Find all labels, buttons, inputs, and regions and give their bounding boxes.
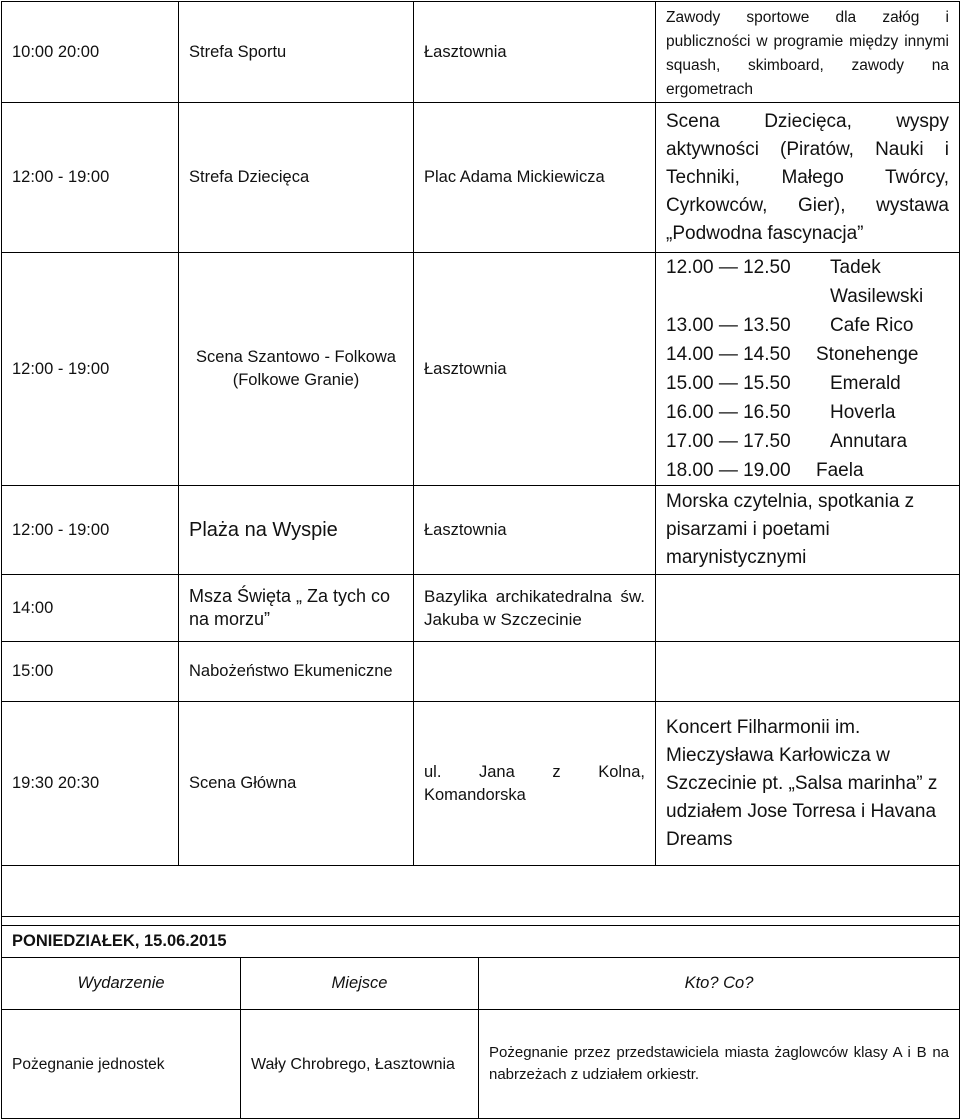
schedule-table-day2 [1,916,960,1119]
table-row [2,575,960,642]
time-cell: 10:00 20:00 [2,2,179,103]
slot-name: Tadek Wasilewski [830,257,924,307]
slot-time: 17.00 — 17.50 [666,431,791,452]
time-cell: 12:00 - 19:00 [2,486,179,575]
description-cell: Scena Dziecięca, wyspy aktywności (Piratów, Nauki i Techniki, Małego Twórcy, Cyrkowców, Gier), wystawa „Podwodna fascynacja” [656,103,960,253]
place-cell [414,642,656,702]
description-cell: Koncert Filharmonii im. Mieczysława Karłowicza w Szczecinie pt. „Salsa marinha” z udziałem Jose Torresa i Havana Dreams [656,702,960,866]
time-cell: 12:00 - 19:00 [2,103,179,253]
slot-name: Hoverla [830,402,896,423]
time-cell: 15:00 [2,642,179,702]
description-cell: Zawody sportowe dla załóg i publiczności w programie między innymi squash, skimboard, zawody na ergometrach [656,2,960,103]
description-cell: Morska czytelnia, spotkania z pisarzami i poetami marynistycznymi [656,486,960,575]
table-row [2,702,960,866]
event-cell: Scena Szantowo - Folkowa (Folkowe Granie) [179,253,414,486]
schedule-table-day1 [1,1,960,926]
description-cell [656,642,960,702]
place-cell: ul. Jana z Kolna, Komandorska [414,702,656,866]
time-cell: 12:00 - 19:00 [2,253,179,486]
place-cell: Łasztownia [414,253,656,486]
event-cell: Nabożeństwo Ekumeniczne [179,642,414,702]
place-cell: Bazylika archikatedralna św. Jakuba w Szczecinie [414,575,656,642]
slot-name: Faela [816,460,864,481]
band-schedule [666,253,949,485]
table-row [2,642,960,702]
place-cell: Łasztownia [414,2,656,103]
band-schedule-cell [656,253,960,486]
slot-name: Cafe Rico [830,315,914,336]
slot-name: Stonehenge [816,344,919,365]
time-cell: 19:30 20:30 [2,702,179,866]
place-cell: Łasztownia [414,486,656,575]
header-event: Wydarzenie [2,958,241,1010]
header-row [2,958,960,1010]
slot-time: 16.00 — 16.50 [666,402,791,423]
table-row [2,253,960,486]
slot-name: Annutara [830,431,908,452]
slot-time: 12.00 — 12.50 [666,257,791,278]
time-cell: 14:00 [2,575,179,642]
description-cell: Pożegnanie przez przedstawiciela miasta żaglowców klasy A i B na nabrzeżach z udziałem orkiestr. [479,1010,960,1119]
table-row [2,2,960,103]
event-cell: Msza Święta „ Za tych co na morzu” [179,575,414,642]
event-cell: Scena Główna [179,702,414,866]
place-cell: Plac Adama Mickiewicza [414,103,656,253]
description-cell [656,575,960,642]
table-row [2,1010,960,1119]
header-what: Kto? Co? [479,958,960,1010]
day-title: PONIEDZIAŁEK, 15.06.2015 [2,917,960,958]
slot-time: 14.00 — 14.50 [666,344,791,365]
event-cell: Strefa Dziecięca [179,103,414,253]
slot-time: 18.00 — 19.00 [666,460,791,481]
table-row [2,917,960,958]
table-row [2,103,960,253]
header-place: Miejsce [241,958,479,1010]
slot-time: 15.00 — 15.50 [666,373,791,394]
slot-time: 13.00 — 13.50 [666,315,791,336]
place-cell: Wały Chrobrego, Łasztownia [241,1010,479,1119]
table-row [2,486,960,575]
slot-name: Emerald [830,373,901,394]
event-cell: Strefa Sportu [179,2,414,103]
event-cell: Pożegnanie jednostek [2,1010,241,1119]
event-cell: Plaża na Wyspie [179,486,414,575]
